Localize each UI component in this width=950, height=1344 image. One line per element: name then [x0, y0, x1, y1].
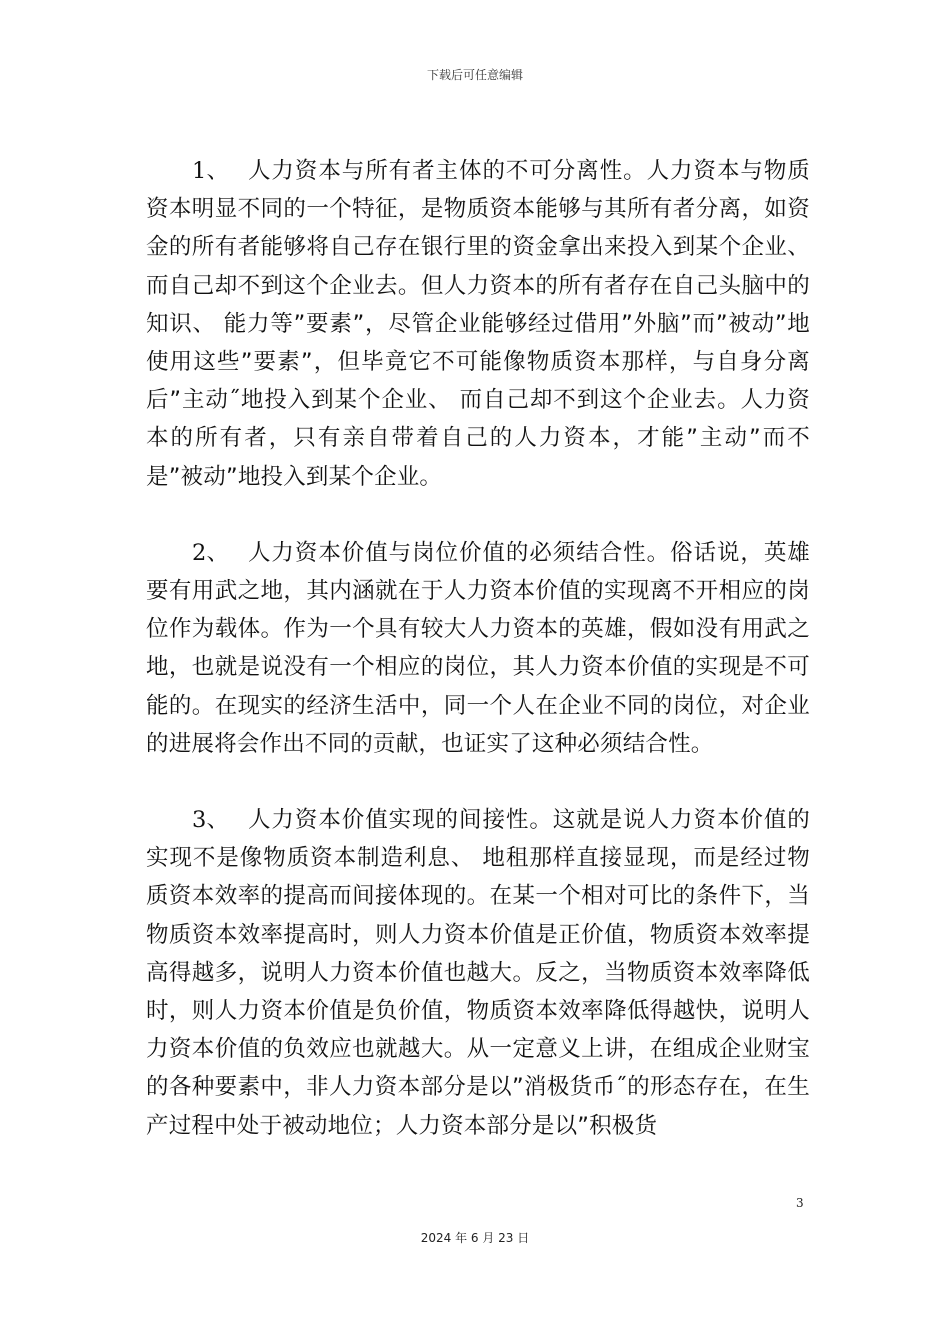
paragraph-2 — [146, 534, 810, 763]
paragraph-1 — [146, 152, 810, 496]
paragraph-2-text: 人力资本价值与岗位价值的必须结合性。俗话说，英雄要有用武之地，其内涵就在于人力资本价值的实现离不开相应的岗位作为载体。作为一个具有较大人力资本的英雄，假如没有用武之地，也就是说没有一个相应的岗位，其人力资本价值的实现是不可能的。在现实的经济生活中，同一个人在企业不同的岗位，对企业的进展将会作出不同的贡献，也证实了这种必须结合性。 — [146, 539, 810, 757]
page-footer-date: 2024 年 6 月 23 日 — [420, 1231, 530, 1245]
document-body — [146, 152, 810, 1183]
paragraph-1-text: 人力资本与所有者主体的不可分离性。人力资本与物质资本明显不同的一个特征，是物质资本能够与其所有者分离，如资金的所有者能够将自己存在银行里的资金拿出来投入到某个企业、 而自己却不到这个企业去。但人力资本的所有者存在自己头脑中的知识、 能力等”要素”，尽管企业能够经过借用”外脑”而”被动”地使用这些”要素”，但毕竟它不可能像物质资本那样，与自身分离后”主动˝地投入到某个企业、 而自己却不到这个企业去。人力资本的所有者，只有亲自带着自己的人力资本，才能”主动”而不是”被动”地投入到某个企业。 — [146, 158, 810, 490]
page-number: 3 — [796, 1196, 804, 1210]
paragraph-1-number: 1、 — [192, 158, 230, 184]
paragraph-3-text: 人力资本价值实现的间接性。这就是说人力资本价值的实现不是像物质资本制造利息、 地租那样直接显现，而是经过物质资本效率的提高而间接体现的。在某一个相对可比的条件下，当物质资本效率提高时，则人力资本价值是正价值，物质资本效率提高得越多，说明人力资本价值也越大。反之，当物质资本效率降低时，则人力资本价值是负价值，物质资本效率降低得越快，说明人力资本价值的负效应也就越大。从一定意义上讲，在组成企业财宝的各种要素中，非人力资本部分是以”消极货币˝的形态存在，在生产过程中处于被动地位；人力资本部分是以”积极货 — [146, 807, 810, 1139]
paragraph-3-number: 3、 — [192, 807, 230, 834]
page-header: 下载后可任意编辑 — [426, 68, 523, 82]
paragraph-2-number: 2、 — [192, 539, 230, 566]
paragraph-3 — [146, 801, 810, 1145]
